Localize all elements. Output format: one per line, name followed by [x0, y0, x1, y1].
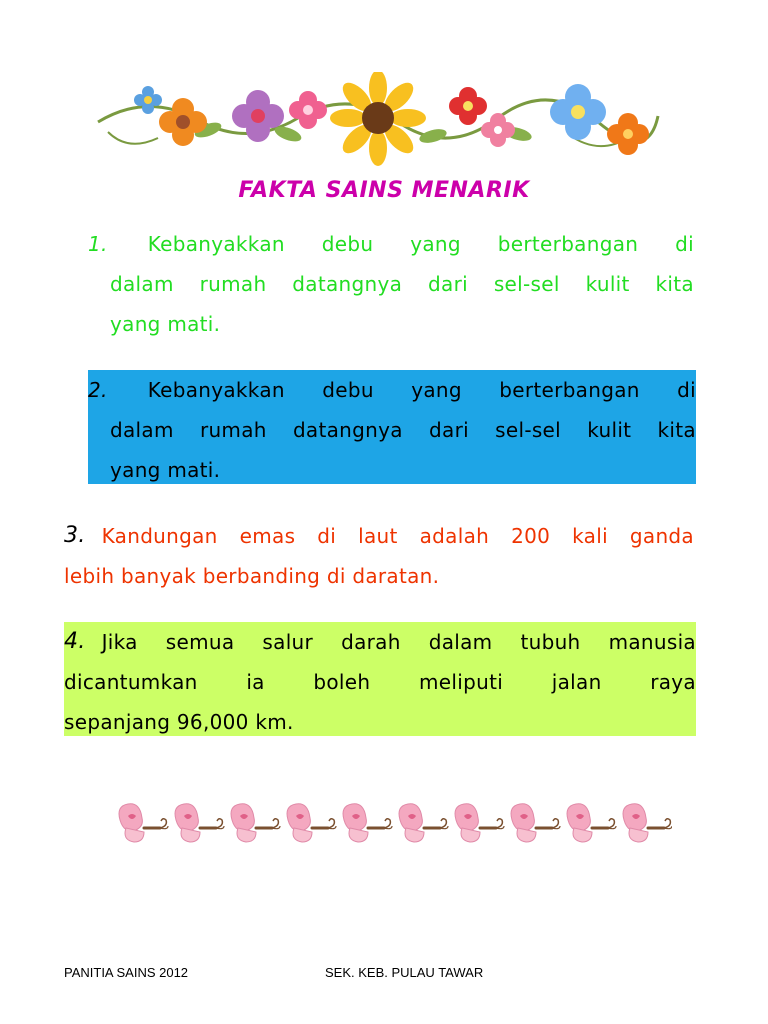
- flower-icon: [607, 113, 649, 155]
- word: debu: [322, 378, 374, 402]
- word: kali: [572, 524, 608, 548]
- word: berterbangan: [499, 378, 640, 402]
- word: sel-sel: [493, 272, 560, 296]
- word: kulit: [587, 418, 632, 442]
- butterfly-icon: [399, 804, 448, 842]
- word: kulit: [585, 272, 630, 296]
- word: adalah: [419, 524, 490, 548]
- flower-icon: [159, 98, 207, 146]
- fact-text: [108, 370, 696, 410]
- flower-border-decoration: [88, 72, 662, 168]
- fact-line: lebih banyak berbanding di daratan.: [64, 564, 440, 588]
- fact-line: yang mati.: [110, 312, 221, 336]
- word: jalan: [551, 670, 602, 694]
- word: kita: [655, 272, 694, 296]
- word: boleh: [313, 670, 371, 694]
- flower-icon: [449, 87, 487, 125]
- word: ganda: [629, 524, 694, 548]
- fact-text: [108, 224, 694, 264]
- sunflower-icon: [330, 72, 426, 166]
- fact-item: [64, 516, 694, 596]
- fact-line: [88, 370, 696, 410]
- fact-number: 1.: [88, 232, 108, 256]
- fact-line: [88, 264, 694, 304]
- word: di: [675, 232, 694, 256]
- word: emas: [239, 524, 296, 548]
- word: semua: [165, 630, 235, 654]
- fact-item-highlight-green: [64, 622, 696, 736]
- fact-text: [86, 516, 694, 556]
- fact-number: 4.: [64, 629, 86, 654]
- butterfly-icon: [567, 804, 616, 842]
- word: manusia: [608, 630, 696, 654]
- fact-text: [86, 622, 696, 662]
- fact-line: [64, 622, 696, 662]
- word: yang: [411, 378, 462, 402]
- word: ia: [246, 670, 265, 694]
- word: berterbangan: [497, 232, 639, 256]
- fact-number: 2.: [88, 378, 108, 402]
- butterfly-border-decoration: [112, 796, 672, 846]
- word: datangnya: [292, 272, 403, 296]
- word: dalam: [110, 418, 174, 442]
- fact-item: [88, 224, 694, 344]
- word: Kandungan: [101, 524, 218, 548]
- word: darah: [341, 630, 401, 654]
- flower-icon: [134, 86, 162, 114]
- butterfly-icon: [287, 804, 336, 842]
- fact-number: 3.: [64, 523, 86, 548]
- word: di: [677, 378, 696, 402]
- word: dicantumkan: [64, 670, 198, 694]
- word: dari: [428, 272, 468, 296]
- word: dari: [429, 418, 469, 442]
- butterfly-icon: [455, 804, 504, 842]
- word: rumah: [199, 418, 267, 442]
- fact-line: [64, 516, 694, 556]
- butterfly-icon: [343, 804, 392, 842]
- fact-line: yang mati.: [110, 458, 221, 482]
- butterfly-icon: [175, 804, 224, 842]
- word: rumah: [199, 272, 267, 296]
- footer-left-text: PANITIA SAINS 2012: [64, 965, 189, 980]
- word: tubuh: [520, 630, 581, 654]
- fact-line: [88, 410, 696, 450]
- word: yang: [410, 232, 461, 256]
- word: dalam: [428, 630, 493, 654]
- word: sel-sel: [495, 418, 562, 442]
- flower-icon: [289, 91, 327, 129]
- word: datangnya: [292, 418, 403, 442]
- word: di: [317, 524, 337, 548]
- fact-item-highlight-blue: [88, 370, 696, 484]
- fact-line: sepanjang 96,000 km.: [64, 710, 294, 734]
- fact-line: [64, 662, 696, 702]
- butterfly-icon: [623, 804, 672, 842]
- word: meliputi: [419, 670, 504, 694]
- word: raya: [650, 670, 696, 694]
- word: Jika: [101, 630, 138, 654]
- page-title: FAKTA SAINS MENARIK: [238, 178, 530, 203]
- word: Kebanyakkan: [147, 378, 285, 402]
- flower-icon: [481, 113, 515, 147]
- footer-right-text: SEK. KEB. PULAU TAWAR: [325, 965, 484, 980]
- butterfly-icon: [511, 804, 560, 842]
- word: 200: [511, 524, 551, 548]
- word: dalam: [110, 272, 174, 296]
- butterfly-icon: [231, 804, 280, 842]
- butterfly-icon: [119, 804, 168, 842]
- word: kita: [657, 418, 696, 442]
- word: salur: [262, 630, 314, 654]
- fact-line: [88, 224, 694, 264]
- word: Kebanyakkan: [147, 232, 285, 256]
- word: laut: [358, 524, 398, 548]
- word: debu: [321, 232, 374, 256]
- flower-icon: [550, 84, 606, 140]
